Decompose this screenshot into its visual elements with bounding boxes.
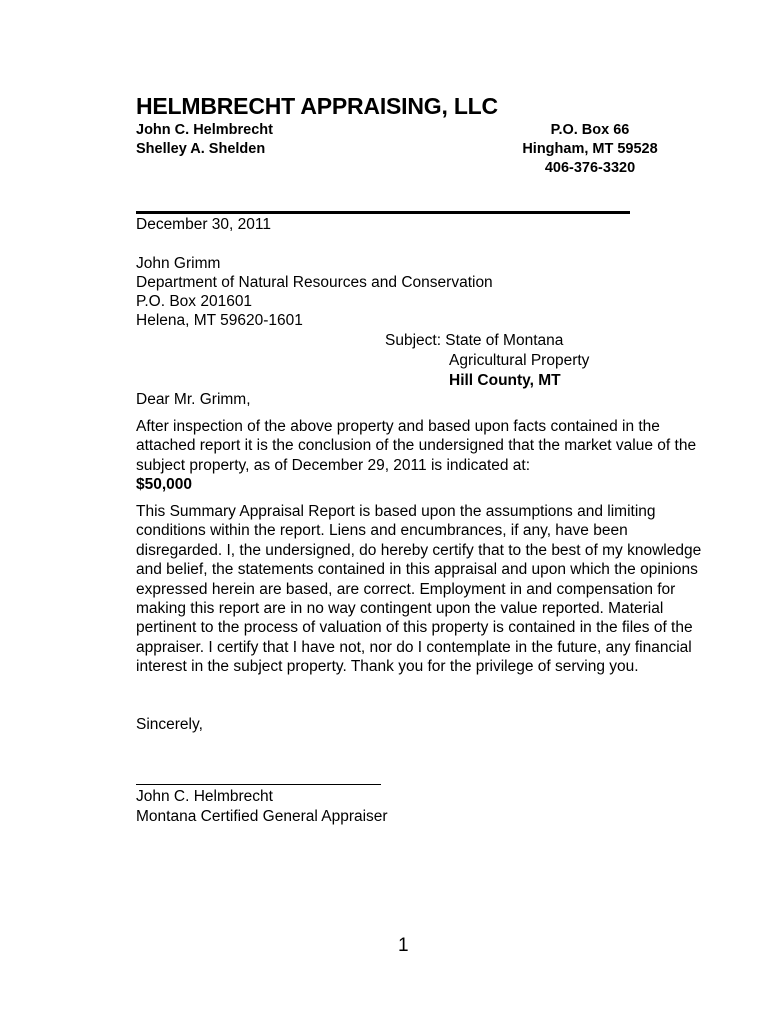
subject-line-3: Hill County, MT xyxy=(449,372,561,389)
letter-date: December 30, 2011 xyxy=(136,216,271,233)
header-name-2: Shelley A. Shelden xyxy=(136,141,266,157)
recipient-org: Department of Natural Resources and Conservation xyxy=(136,274,493,291)
recipient-city: Helena, MT 59620-1601 xyxy=(136,312,303,329)
header-divider xyxy=(136,211,630,214)
header-po-box: P.O. Box 66 xyxy=(550,122,630,138)
paragraph-conclusion xyxy=(136,417,711,495)
subject-line-2: Agricultural Property xyxy=(449,352,590,369)
subject-block xyxy=(385,331,589,391)
subject-label: Subject: State of Montana xyxy=(385,332,564,349)
recipient-name: John Grimm xyxy=(136,255,221,272)
recipient-po-box: P.O. Box 201601 xyxy=(136,293,253,310)
header-phone: 406-376-3320 xyxy=(544,160,636,176)
signature-line xyxy=(136,784,381,785)
signature-block xyxy=(136,787,388,827)
company-name: HELMBRECHT APPRAISING, LLC xyxy=(136,93,498,119)
paragraph-certification: This Summary Appraisal Report is based upon the assumptions and limiting conditions within the report. Liens and encumbrances, if any, have been disregarded. I, the undersigned, do hereby certify that to the best of my knowledge and belief, the statements contained in this appraisal and upon which the opinions expressed herein are based, are correct. Employment in and compensation for making this report are in no way contingent upon the value reported. Material pertinent to the process of valuation of this property is contained in the files of the appraiser. I certify that I have not, nor do I contemplate in the future, any financial interest in the subject property. Thank you for the privilege of serving you. xyxy=(136,503,702,676)
page-number: 1 xyxy=(398,935,409,956)
appraised-value: $50,000 xyxy=(136,476,193,494)
closing: Sincerely, xyxy=(136,716,203,733)
recipient-block xyxy=(136,254,493,330)
header-city: Hingham, MT 59528 xyxy=(522,141,658,157)
signer-name: John C. Helmbrecht xyxy=(136,788,273,805)
signer-title: Montana Certified General Appraiser xyxy=(136,808,388,825)
greeting: Dear Mr. Grimm, xyxy=(136,391,251,408)
paragraph-conclusion-text: After inspection of the above property and based upon facts contained in the attached report it is the conclusion of the undersigned that the market value of the subject property, as of December 29, 2011 is indicated at: xyxy=(136,418,697,474)
header-name-1: John C. Helmbrecht xyxy=(136,122,273,138)
